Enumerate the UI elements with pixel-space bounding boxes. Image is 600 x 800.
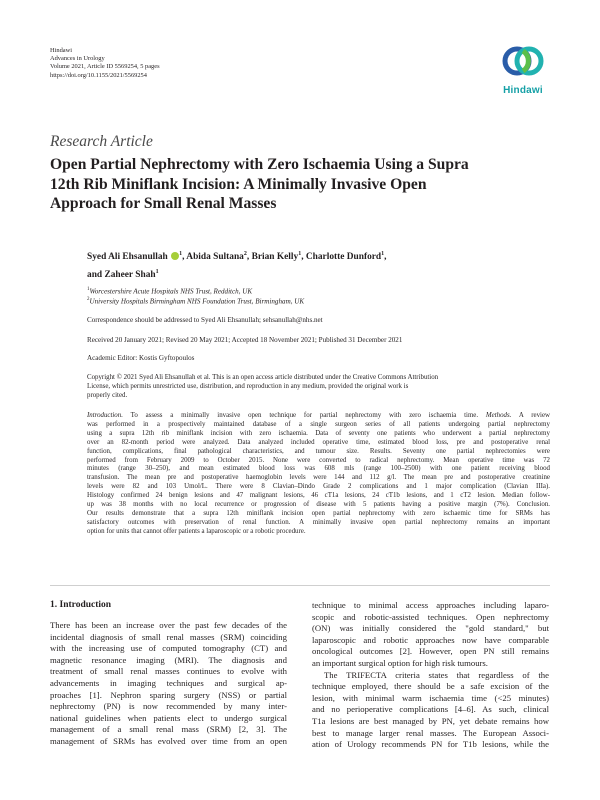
body-line: technique to minimal access approaches including laparo- <box>312 600 549 610</box>
affiliation <box>87 297 304 305</box>
affiliation-text: Worcestershire Acute Hospitals NHS Trust, Redditch, UK <box>89 287 253 296</box>
abstract-text: A review <box>511 412 550 419</box>
body-line: (ON) was initially considered the "gold standard," but <box>312 623 549 634</box>
body-line: T1a lesions are best managed by PN, yet debate remains how <box>312 715 549 726</box>
copyright-line: License, which permits unrestricted use, distribution, and reproduction in any medium, provided the original work is <box>87 382 409 390</box>
journal-info <box>50 47 160 80</box>
abstract-line: levels were 82 and 103 Umol/L. There were 8 Clavian–Dindo Grade 2 complications and 1 major complication (Clavian IIIa). <box>87 483 550 491</box>
abstract-line: using a supra 12th rib miniflank incision with zero ischaemia. Data of seventy one patients who underwent a partial nephrectomy <box>87 429 550 437</box>
body-column-right <box>312 600 549 751</box>
body-line: technique employed, there should be a safe excision of the <box>312 681 549 692</box>
body-line: oncological outcomes [2]. However, open PN still remains <box>312 646 549 657</box>
article-dates: Received 20 January 2021; Revised 20 May 2021; Accepted 18 November 2021; Published 31 December 2021 <box>87 336 403 344</box>
doi-link[interactable]: https://doi.org/10.1155/2021/5569254 <box>50 71 147 79</box>
journal-name: Advances in Urology <box>50 55 105 63</box>
abstract-line: up was 38 months with no local recurrence or progression of disease with 5 patients having a positive margin (7%). Conclusion. <box>87 501 550 509</box>
section-title: Introduction <box>59 600 112 610</box>
abstract-line: transfusion. The mean pre and postoperative haemoglobin levels were 144 and 112 g/l. The mean pre and postoperative creatinine <box>87 474 550 482</box>
copyright-line: Copyright © 2021 Syed Ali Ehsanullah et al. This is an open access article distributed under the Creative Commons Attribution <box>87 374 439 381</box>
body-line: proaches [1]. Nephron sparing surgery (NSS) or partial <box>50 689 287 700</box>
abstract-line: option for units that cannot offer patients a laparoscopic or a robotic procedure. <box>87 527 306 535</box>
hindawi-logo-text: Hindawi <box>503 85 543 96</box>
abstract-label: Methods. <box>485 412 512 419</box>
affiliation-mark: 2 <box>87 297 90 302</box>
title-line: 12th Rib Miniflank Incision: A Minimally Invasive Open <box>50 175 427 193</box>
article-title <box>50 155 550 214</box>
copyright-notice <box>87 374 550 401</box>
author-affiliation-mark: 1 <box>298 251 302 257</box>
copyright-line: properly cited. <box>87 391 128 399</box>
abstract-line: Our results demonstrate that a supra 12th miniflank incision open partial nephrectomy with zero ischaemic time for SRMs has <box>87 509 550 517</box>
body-line: ation of Urology recommends PN for T1b lesions, while the <box>312 739 549 750</box>
author-affiliation-mark: 2 <box>243 251 247 257</box>
body-line: incidental diagnosis of small renal masses (SRM) coinciding <box>50 631 287 642</box>
abstract-text: To assess a minimally invasive open technique for partial nephrectomy with zero ischaemia time. <box>122 412 486 419</box>
abstract-label: Introduction. <box>87 412 123 419</box>
hindawi-logo-mark <box>497 43 549 85</box>
author-name[interactable]: Brian Kelly <box>251 252 299 263</box>
affiliation-mark: 1 <box>87 287 90 292</box>
body-line: management of a small renal mass (SRM) [2, 3]. The <box>50 724 287 735</box>
affiliation-text: University Hospitals Birmingham NHS Foundation Trust, Birmingham, UK <box>89 297 305 306</box>
affiliation <box>87 287 252 295</box>
author-name[interactable]: Syed Ali Ehsanullah <box>87 252 168 263</box>
abstract-line: minutes (range 30–250), and mean estimated blood loss was 608 mls (range 100–2500) with one patient receiving blood <box>87 465 550 473</box>
author-affiliation-mark: 1 <box>179 251 183 257</box>
author-name[interactable]: Abida Sultana <box>186 252 244 263</box>
abstract-line <box>87 412 550 421</box>
volume-info: Volume 2021, Article ID 5569254, 5 pages <box>50 63 160 71</box>
body-line: and no perioperative complications [4–6]. As such, clinical <box>312 704 549 715</box>
abstract-line: performed from February 2009 to October 2015. None were converted to radical nephrectomy. Mean operative time was 72 <box>87 456 550 464</box>
orcid-icon[interactable] <box>171 252 179 260</box>
section-heading <box>50 600 111 610</box>
author-list: Syed Ali Ehsanullah $^1$, Abida Sultana$^2$, Brian Kelly$^1$, Charlotte Dunford$^1$, and Zaheer Shah$^1$ <box>87 251 387 281</box>
title-line: Open Partial Nephrectomy with Zero Ischaemia Using a Supra <box>50 156 469 173</box>
section-divider <box>50 585 550 586</box>
publisher-name: Hindawi <box>50 47 73 54</box>
article-type: Research Article <box>50 133 153 150</box>
body-column-left <box>50 620 287 748</box>
body-line: The TRIFECTA criteria states that regardless of the <box>324 669 549 680</box>
author-affiliation-mark: 1 <box>381 251 385 257</box>
author-affiliation-mark: 1 <box>155 269 159 276</box>
section-number: 1. <box>50 600 58 610</box>
body-line: management of SRMs has evolved over time from an open <box>50 735 287 746</box>
correspondence: Correspondence should be addressed to Syed Ali Ehsanullah; sehsanullah@nhs.net <box>87 316 323 324</box>
abstract-line: was performed in a prospectively maintained database of a single surgeon series of all patients undergoing partial nephrectomy <box>87 420 550 428</box>
academic-editor: Academic Editor: Kostis Gyftopoulos <box>87 354 195 362</box>
abstract-line: over an 82-month period were analyzed. Data analyzed included operative time, estimated blood loss, pre and postoperative renal <box>87 438 550 446</box>
abstract-line: function, complications, final pathological characteristics, and tumour size. Results. Seventy one partial nephrectomies were <box>87 447 550 455</box>
body-line: advancements in imaging techniques and surgical ap- <box>50 677 287 688</box>
title-line: Approach for Small Renal Masses <box>50 195 277 212</box>
body-line: an important surgical option for high risk tumours. <box>312 657 488 668</box>
body-line: There has been an increase over the past few decades of the <box>50 620 287 630</box>
body-line: laparoscopic and robotic approaches now have comparable <box>312 634 549 645</box>
body-line: with the increasing use of computed tomography (CT) and <box>50 643 287 654</box>
abstract-line: Histology confirmed 24 benign lesions and 47 malignant lesions, 46 cT1a lesions, 24 cT1b lesions, and 1 cT2 lesion. Median follow- <box>87 492 550 500</box>
body-line: lesion, with minimal warm ischaemia time (<25 minutes) <box>312 692 549 703</box>
abstract-line: satisfactory outcomes with preservation of renal function. A minimally invasive open partial nephrectomy remains an important <box>87 518 550 526</box>
author-name[interactable]: and Zaheer Shah <box>87 270 156 281</box>
body-line: scopic and robotic-assisted techniques. Open nephrectomy <box>312 611 549 622</box>
author-name[interactable]: Charlotte Dunford <box>305 252 382 263</box>
abstract <box>87 412 550 537</box>
body-line: magnetic resonance imaging (MRI). The diagnosis and <box>50 654 287 665</box>
body-line: treatment of small renal masses continues to evolve with <box>50 666 287 677</box>
body-line: national guidelines when patients elect to undergo surgical <box>50 712 287 723</box>
hindawi-logo <box>497 43 549 103</box>
body-line: nephrectomy (PN) is now recommended by many inter- <box>50 701 287 712</box>
body-line: best to manage larger renal masses. The European Associ- <box>312 727 549 738</box>
